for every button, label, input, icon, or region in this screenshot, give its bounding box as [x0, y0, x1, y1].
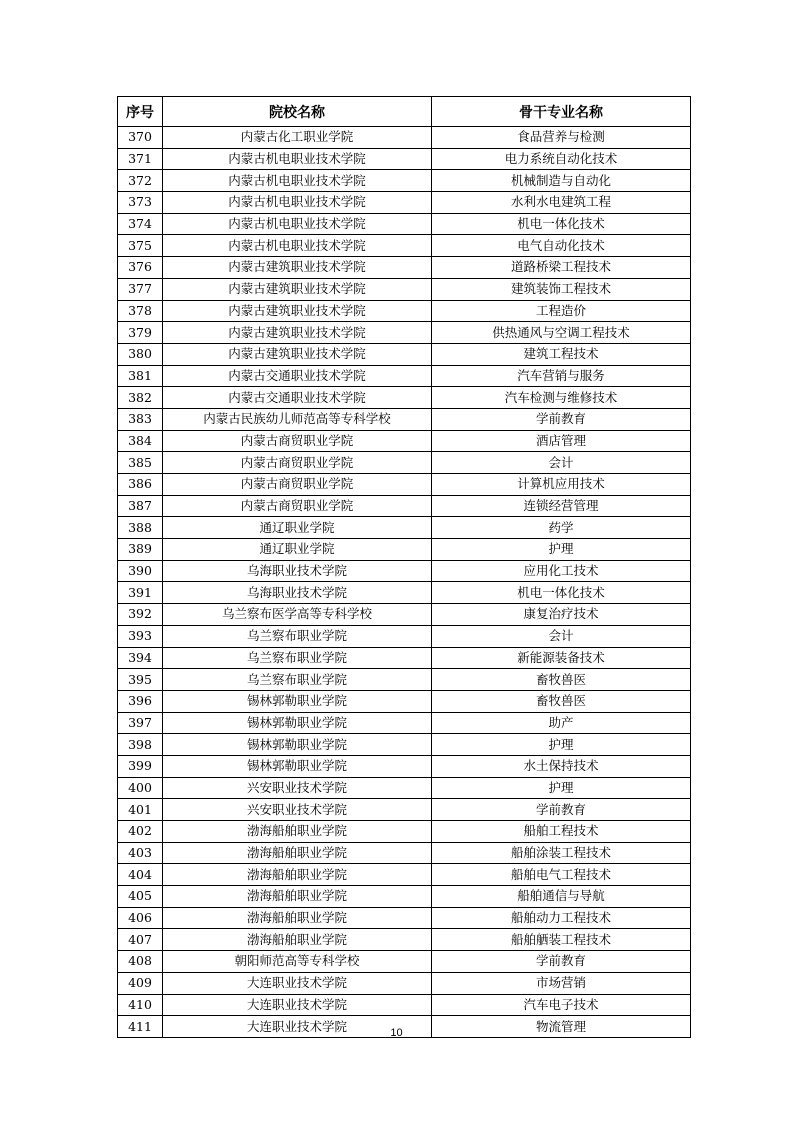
cell-major-name: 学前教育 [432, 408, 691, 430]
cell-major-name: 电气自动化技术 [432, 235, 691, 257]
cell-major-name: 连锁经营管理 [432, 495, 691, 517]
table-row [118, 755, 691, 777]
cell-serial-number: 386 [118, 474, 163, 496]
cell-serial-number: 379 [118, 322, 163, 344]
cell-major-name: 学前教育 [432, 799, 691, 821]
table-row [118, 907, 691, 929]
table-row [118, 951, 691, 973]
cell-major-name: 船舶涂装工程技术 [432, 842, 691, 864]
cell-school-name: 内蒙古交通职业技术学院 [163, 387, 432, 409]
header-serial-number: 序号 [118, 97, 163, 127]
cell-school-name: 锡林郭勒职业学院 [163, 690, 432, 712]
cell-school-name: 内蒙古建筑职业技术学院 [163, 343, 432, 365]
cell-major-name: 护理 [432, 777, 691, 799]
cell-major-name: 会计 [432, 625, 691, 647]
cell-serial-number: 377 [118, 278, 163, 300]
cell-serial-number: 409 [118, 972, 163, 994]
cell-school-name: 内蒙古建筑职业技术学院 [163, 322, 432, 344]
cell-major-name: 护理 [432, 734, 691, 756]
table-row [118, 712, 691, 734]
cell-major-name: 船舶电气工程技术 [432, 864, 691, 886]
cell-serial-number: 403 [118, 842, 163, 864]
cell-school-name: 兴安职业技术学院 [163, 777, 432, 799]
table-row [118, 235, 691, 257]
cell-school-name: 内蒙古机电职业技术学院 [163, 213, 432, 235]
cell-school-name: 内蒙古机电职业技术学院 [163, 235, 432, 257]
cell-school-name: 乌海职业技术学院 [163, 560, 432, 582]
cell-major-name: 计算机应用技术 [432, 474, 691, 496]
table-row [118, 300, 691, 322]
table-row [118, 669, 691, 691]
cell-school-name: 内蒙古商贸职业学院 [163, 495, 432, 517]
cell-major-name: 学前教育 [432, 951, 691, 973]
table-row [118, 474, 691, 496]
cell-serial-number: 383 [118, 408, 163, 430]
table-row [118, 192, 691, 214]
table-row [118, 777, 691, 799]
table-row [118, 821, 691, 843]
cell-major-name: 电力系统自动化技术 [432, 148, 691, 170]
table-row [118, 560, 691, 582]
table-row [118, 604, 691, 626]
cell-serial-number: 410 [118, 994, 163, 1016]
cell-serial-number: 388 [118, 517, 163, 539]
cell-major-name: 新能源装备技术 [432, 647, 691, 669]
table-row [118, 170, 691, 192]
cell-major-name: 道路桥梁工程技术 [432, 257, 691, 279]
table-row [118, 257, 691, 279]
table-row [118, 799, 691, 821]
table-row [118, 127, 691, 149]
cell-school-name: 内蒙古交通职业技术学院 [163, 365, 432, 387]
cell-serial-number: 393 [118, 625, 163, 647]
table-row [118, 690, 691, 712]
table-row [118, 929, 691, 951]
cell-serial-number: 382 [118, 387, 163, 409]
table-row [118, 842, 691, 864]
cell-school-name: 兴安职业技术学院 [163, 799, 432, 821]
cell-school-name: 渤海船舶职业学院 [163, 907, 432, 929]
cell-major-name: 食品营养与检测 [432, 127, 691, 149]
cell-school-name: 内蒙古商贸职业学院 [163, 452, 432, 474]
cell-school-name: 锡林郭勒职业学院 [163, 755, 432, 777]
cell-major-name: 建筑工程技术 [432, 343, 691, 365]
cell-serial-number: 378 [118, 300, 163, 322]
cell-major-name: 应用化工技术 [432, 560, 691, 582]
cell-serial-number: 372 [118, 170, 163, 192]
cell-school-name: 朝阳师范高等专科学校 [163, 951, 432, 973]
cell-serial-number: 406 [118, 907, 163, 929]
table-row [118, 972, 691, 994]
cell-serial-number: 398 [118, 734, 163, 756]
cell-school-name: 内蒙古商贸职业学院 [163, 474, 432, 496]
cell-major-name: 护理 [432, 539, 691, 561]
cell-school-name: 内蒙古建筑职业技术学院 [163, 257, 432, 279]
cell-serial-number: 380 [118, 343, 163, 365]
cell-serial-number: 387 [118, 495, 163, 517]
cell-serial-number: 395 [118, 669, 163, 691]
cell-school-name: 内蒙古化工职业学院 [163, 127, 432, 149]
majors-table [117, 96, 691, 1038]
table-row [118, 387, 691, 409]
cell-school-name: 内蒙古建筑职业技术学院 [163, 278, 432, 300]
cell-major-name: 机电一体化技术 [432, 213, 691, 235]
cell-serial-number: 385 [118, 452, 163, 474]
cell-major-name: 船舶通信与导航 [432, 886, 691, 908]
cell-serial-number: 400 [118, 777, 163, 799]
cell-serial-number: 392 [118, 604, 163, 626]
cell-serial-number: 370 [118, 127, 163, 149]
cell-school-name: 渤海船舶职业学院 [163, 886, 432, 908]
cell-serial-number: 374 [118, 213, 163, 235]
header-major-name: 骨干专业名称 [432, 97, 691, 127]
cell-school-name: 渤海船舶职业学院 [163, 929, 432, 951]
cell-serial-number: 408 [118, 951, 163, 973]
table-row [118, 408, 691, 430]
cell-serial-number: 396 [118, 690, 163, 712]
cell-school-name: 渤海船舶职业学院 [163, 864, 432, 886]
cell-serial-number: 397 [118, 712, 163, 734]
table-body [118, 127, 691, 1038]
cell-school-name: 通辽职业学院 [163, 517, 432, 539]
cell-serial-number: 375 [118, 235, 163, 257]
table-row [118, 343, 691, 365]
cell-serial-number: 391 [118, 582, 163, 604]
cell-major-name: 酒店管理 [432, 430, 691, 452]
cell-school-name: 大连职业技术学院 [163, 994, 432, 1016]
table-row [118, 994, 691, 1016]
cell-school-name: 锡林郭勒职业学院 [163, 712, 432, 734]
cell-major-name: 畜牧兽医 [432, 669, 691, 691]
table-header-row [118, 97, 691, 127]
cell-school-name: 内蒙古商贸职业学院 [163, 430, 432, 452]
cell-school-name: 锡林郭勒职业学院 [163, 734, 432, 756]
table-row [118, 647, 691, 669]
cell-major-name: 助产 [432, 712, 691, 734]
cell-major-name: 船舶工程技术 [432, 821, 691, 843]
cell-serial-number: 384 [118, 430, 163, 452]
cell-major-name: 供热通风与空调工程技术 [432, 322, 691, 344]
table-row [118, 539, 691, 561]
cell-school-name: 内蒙古机电职业技术学院 [163, 170, 432, 192]
cell-serial-number: 399 [118, 755, 163, 777]
cell-major-name: 康复治疗技术 [432, 604, 691, 626]
cell-major-name: 建筑装饰工程技术 [432, 278, 691, 300]
table-row [118, 517, 691, 539]
table-row [118, 495, 691, 517]
cell-major-name: 船舶舾装工程技术 [432, 929, 691, 951]
cell-school-name: 大连职业技术学院 [163, 972, 432, 994]
cell-major-name: 药学 [432, 517, 691, 539]
cell-school-name: 渤海船舶职业学院 [163, 821, 432, 843]
cell-school-name: 内蒙古机电职业技术学院 [163, 148, 432, 170]
cell-major-name: 市场营销 [432, 972, 691, 994]
cell-serial-number: 376 [118, 257, 163, 279]
cell-school-name: 乌兰察布职业学院 [163, 625, 432, 647]
table-row [118, 886, 691, 908]
cell-serial-number: 407 [118, 929, 163, 951]
table-row [118, 430, 691, 452]
cell-major-name: 汽车电子技术 [432, 994, 691, 1016]
cell-major-name: 水利水电建筑工程 [432, 192, 691, 214]
cell-major-name: 汽车检测与维修技术 [432, 387, 691, 409]
cell-major-name: 船舶动力工程技术 [432, 907, 691, 929]
cell-school-name: 乌兰察布医学高等专科学校 [163, 604, 432, 626]
cell-major-name: 机电一体化技术 [432, 582, 691, 604]
cell-serial-number: 373 [118, 192, 163, 214]
cell-major-name: 物流管理 [432, 1016, 691, 1038]
table-row [118, 864, 691, 886]
table-row [118, 278, 691, 300]
cell-serial-number: 402 [118, 821, 163, 843]
table-row [118, 582, 691, 604]
table-row [118, 625, 691, 647]
cell-school-name: 内蒙古机电职业技术学院 [163, 192, 432, 214]
cell-serial-number: 411 [118, 1016, 163, 1038]
cell-serial-number: 389 [118, 539, 163, 561]
cell-major-name: 机械制造与自动化 [432, 170, 691, 192]
table-row [118, 365, 691, 387]
cell-school-name: 乌海职业技术学院 [163, 582, 432, 604]
cell-school-name: 内蒙古民族幼儿师范高等专科学校 [163, 408, 432, 430]
header-school-name: 院校名称 [163, 97, 432, 127]
cell-school-name: 通辽职业学院 [163, 539, 432, 561]
cell-major-name: 汽车营销与服务 [432, 365, 691, 387]
cell-serial-number: 405 [118, 886, 163, 908]
table-row [118, 213, 691, 235]
cell-school-name: 乌兰察布职业学院 [163, 647, 432, 669]
cell-serial-number: 381 [118, 365, 163, 387]
table-row [118, 734, 691, 756]
table-row [118, 322, 691, 344]
cell-school-name: 大连职业技术学院 [163, 1016, 432, 1038]
cell-serial-number: 401 [118, 799, 163, 821]
table-row [118, 148, 691, 170]
cell-serial-number: 404 [118, 864, 163, 886]
cell-school-name: 乌兰察布职业学院 [163, 669, 432, 691]
table-row [118, 452, 691, 474]
cell-major-name: 水土保持技术 [432, 755, 691, 777]
cell-major-name: 工程造价 [432, 300, 691, 322]
cell-serial-number: 390 [118, 560, 163, 582]
cell-major-name: 会计 [432, 452, 691, 474]
page-number: 10 [390, 1027, 403, 1039]
cell-serial-number: 394 [118, 647, 163, 669]
cell-major-name: 畜牧兽医 [432, 690, 691, 712]
cell-school-name: 内蒙古建筑职业技术学院 [163, 300, 432, 322]
cell-serial-number: 371 [118, 148, 163, 170]
cell-school-name: 渤海船舶职业学院 [163, 842, 432, 864]
